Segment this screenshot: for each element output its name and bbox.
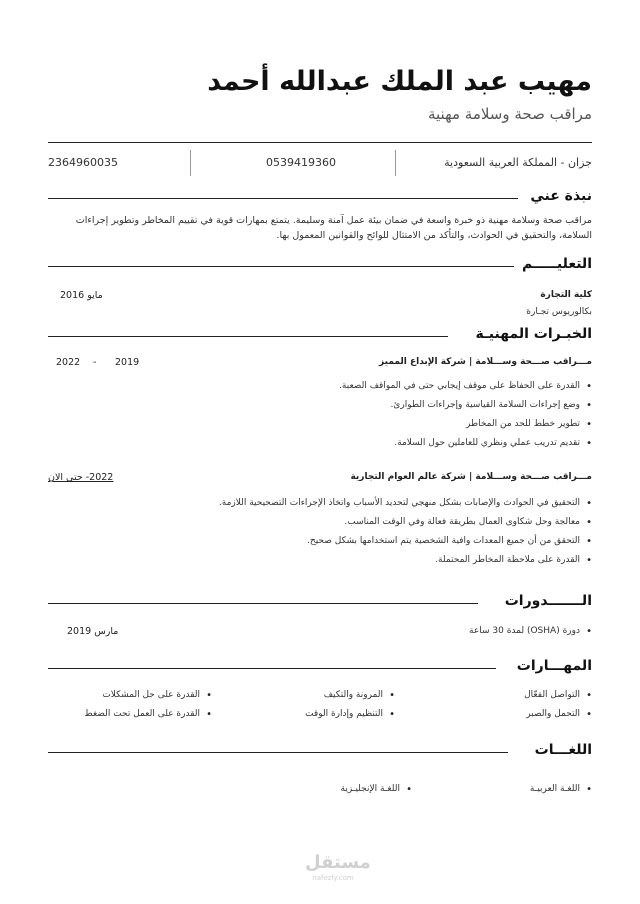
list-item: • التحمل والصبر <box>462 705 592 724</box>
courses-list <box>292 622 592 641</box>
watermark-site: nafezly.com <box>312 874 354 882</box>
job-2-period: 2022- حتى الان <box>48 472 114 483</box>
contact-location: جزان - المملكة العربية السعودية <box>444 156 592 169</box>
skills-divider <box>48 668 496 669</box>
contact-phone: 0539419360 <box>266 156 336 169</box>
contact-separator <box>190 150 191 176</box>
education-degree: بكالوريوس تجـارة <box>526 307 592 317</box>
languages-column-2 <box>282 780 412 799</box>
courses-divider <box>48 603 478 604</box>
list-item: • القدرة على ملاحظة المخاطر المحتملة. <box>52 551 592 570</box>
list-item: • التحقيق في الحوادث والإصابات بشكل منهجي لتحديد الأسباب واتخاذ الإجراءات التصحيحية اللازمة. <box>52 494 592 513</box>
list-item: • وضع إجراءات السلامة القياسية وإجراءات الطوارئ. <box>52 396 592 415</box>
list-item: • اللغـة الإنجليـزية <box>282 780 412 799</box>
list-item: • التنظيم وإدارة الوقت <box>265 705 395 724</box>
skills-heading: المهـــارات <box>509 658 592 674</box>
job-1-end-year: 2022 <box>56 357 81 368</box>
skills-column-1 <box>462 686 592 724</box>
languages-divider <box>48 752 508 753</box>
job-2-bullets <box>52 494 592 570</box>
about-divider <box>48 198 518 199</box>
list-item: • القدرة على حل المشكلات <box>62 686 212 705</box>
job-2-title: مـــراقب صـــحة وســـلامة | شركة عالم العوام التجارية <box>350 472 592 482</box>
job-1-date-separator: - <box>93 357 97 368</box>
list-item: • معالجة وحل شكاوى العمال بطريقة فعالة وفي الوقت المناسب. <box>52 513 592 532</box>
header-divider <box>48 142 592 143</box>
about-text: مراقب صحة وسلامة مهنية ذو خبرة واسعة في ضمان بيئة عمل آمنة وسليمة. يتمتع بمهارات قوية في تقييم المخاطر وتطوير إجراءات السلامة، والتحقيق في الحوادث، والتأكد من الامتثال للوائح والقوانين المعمول بها. <box>75 215 592 241</box>
watermark-logo <box>305 852 371 883</box>
watermark-logo-text: مستقل <box>305 852 371 873</box>
job-1-bullets <box>52 377 592 453</box>
list-item: • القدرة على الحفاظ على موقف إيجابي حتى في المواقف الصعبة. <box>52 377 592 396</box>
education-heading: التعليـــــم <box>514 256 592 272</box>
skills-column-3 <box>62 686 212 724</box>
education-school: كلية التجارة <box>540 290 592 300</box>
courses-heading: الـــــــدورات <box>497 593 592 609</box>
list-item: • المرونة والتكيف <box>265 686 395 705</box>
job-1-title: مـــراقب صـــحة وســـلامة | شركة الإبداع المميز <box>379 357 592 367</box>
list-item: • التواصل الفعّال <box>462 686 592 705</box>
skills-column-2 <box>265 686 395 724</box>
education-date: مايو 2016 <box>60 290 103 301</box>
education-divider <box>48 266 518 267</box>
contact-id-number: 2364960035 <box>48 156 118 169</box>
candidate-name: مهيب عبد الملك عبدالله أحمد <box>207 66 592 97</box>
list-item: • اللغـة العربيـة <box>462 780 592 799</box>
list-item: • تطوير خطط للحد من المخاطر <box>52 415 592 434</box>
course-date: مارس 2019 <box>67 626 119 637</box>
list-item: • القدرة على العمل تحت الضغط <box>62 705 212 724</box>
experience-divider <box>48 336 448 337</box>
contact-separator <box>395 150 396 176</box>
list-item: • التحقق من أن جميع المعدات وافية الشخصية يتم استخدامها بشكل صحيح. <box>52 532 592 551</box>
list-item: • دورة (OSHA) لمدة 30 ساعة <box>292 622 592 641</box>
about-heading: نبذة عني <box>522 188 592 204</box>
languages-heading: اللغـــات <box>527 742 592 758</box>
experience-heading: الخبـرات المهنيـة <box>468 326 592 342</box>
languages-column-1 <box>462 780 592 799</box>
list-item: • تقديم تدريب عملي ونظري للعاملين حول السلامة. <box>52 434 592 453</box>
job-1-start-year: 2019 <box>115 357 140 368</box>
job-title: مراقب صحة وسلامة مهنية <box>427 105 592 123</box>
